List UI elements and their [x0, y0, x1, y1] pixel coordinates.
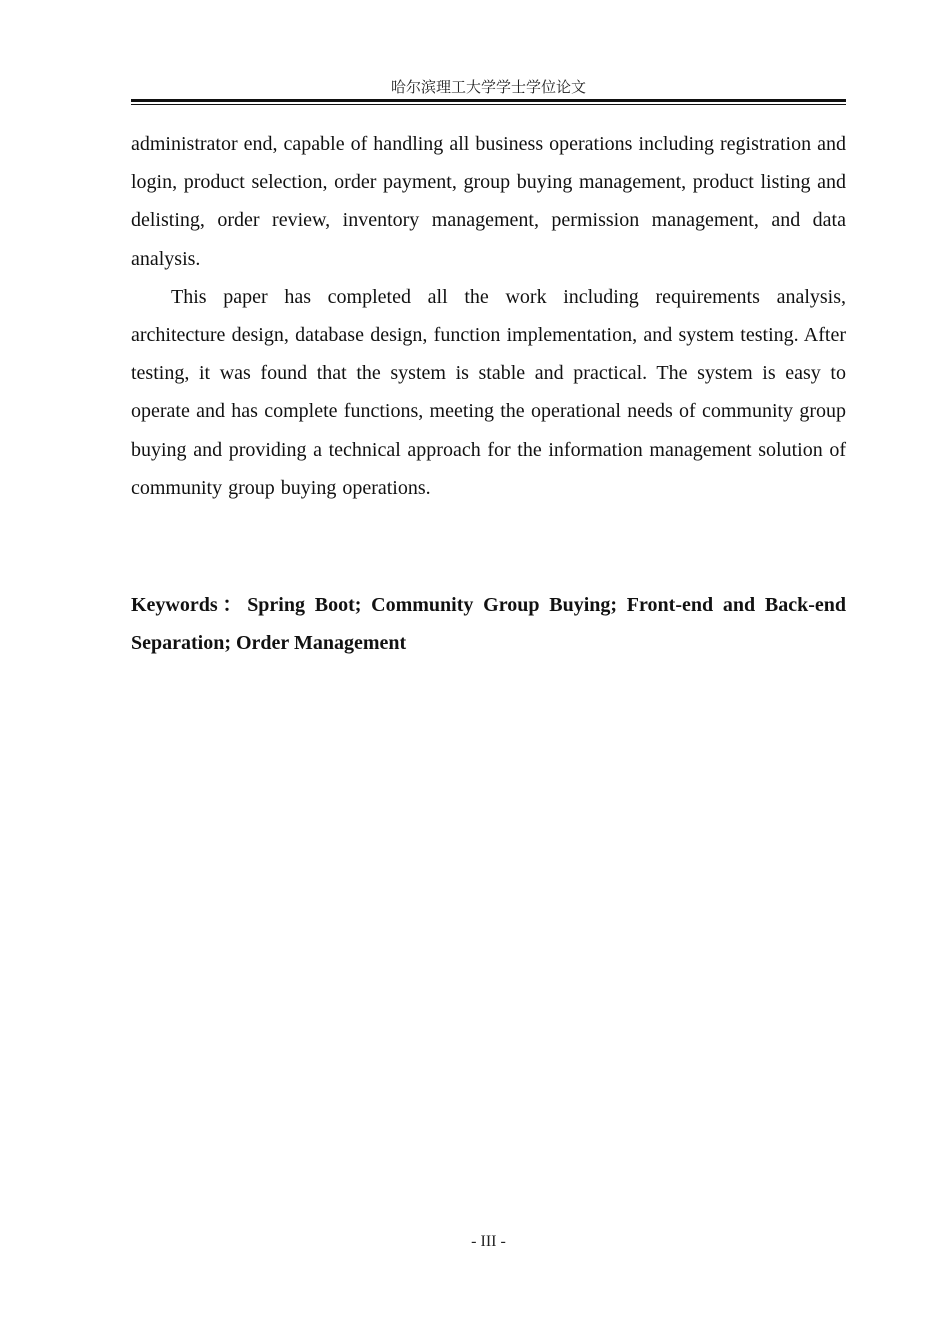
abstract-body: [131, 125, 846, 507]
keywords-line: [131, 586, 846, 662]
page-number: - III -: [471, 1233, 506, 1250]
page-header-title: 哈尔滨理工大学学士学位论文: [390, 80, 586, 96]
header-rule-thin: [131, 104, 846, 105]
keywords-label: Keywords：: [131, 594, 248, 616]
keywords-text: Spring Boot; Community Group Buying; Front-end and Back-end Separation; Order Management: [131, 594, 846, 655]
abstract-paragraph-continued: administrator end, capable of handling all business operations including registration and login, product selection, order payment, group buying management, product listing and delisting, order review, inventory management, permission management, and data analysis.: [131, 133, 846, 270]
abstract-paragraph-summary: This paper has completed all the work including requirements analysis, architecture design, database design, function implementation, and system testing. After testing, it was found that the system is stable and practical. The system is easy to operate and has complete functions, meeting the operational needs of community group buying and providing a technical approach for the information management solution of community group buying operations.: [131, 285, 846, 499]
header-rule-thick: [131, 99, 846, 102]
